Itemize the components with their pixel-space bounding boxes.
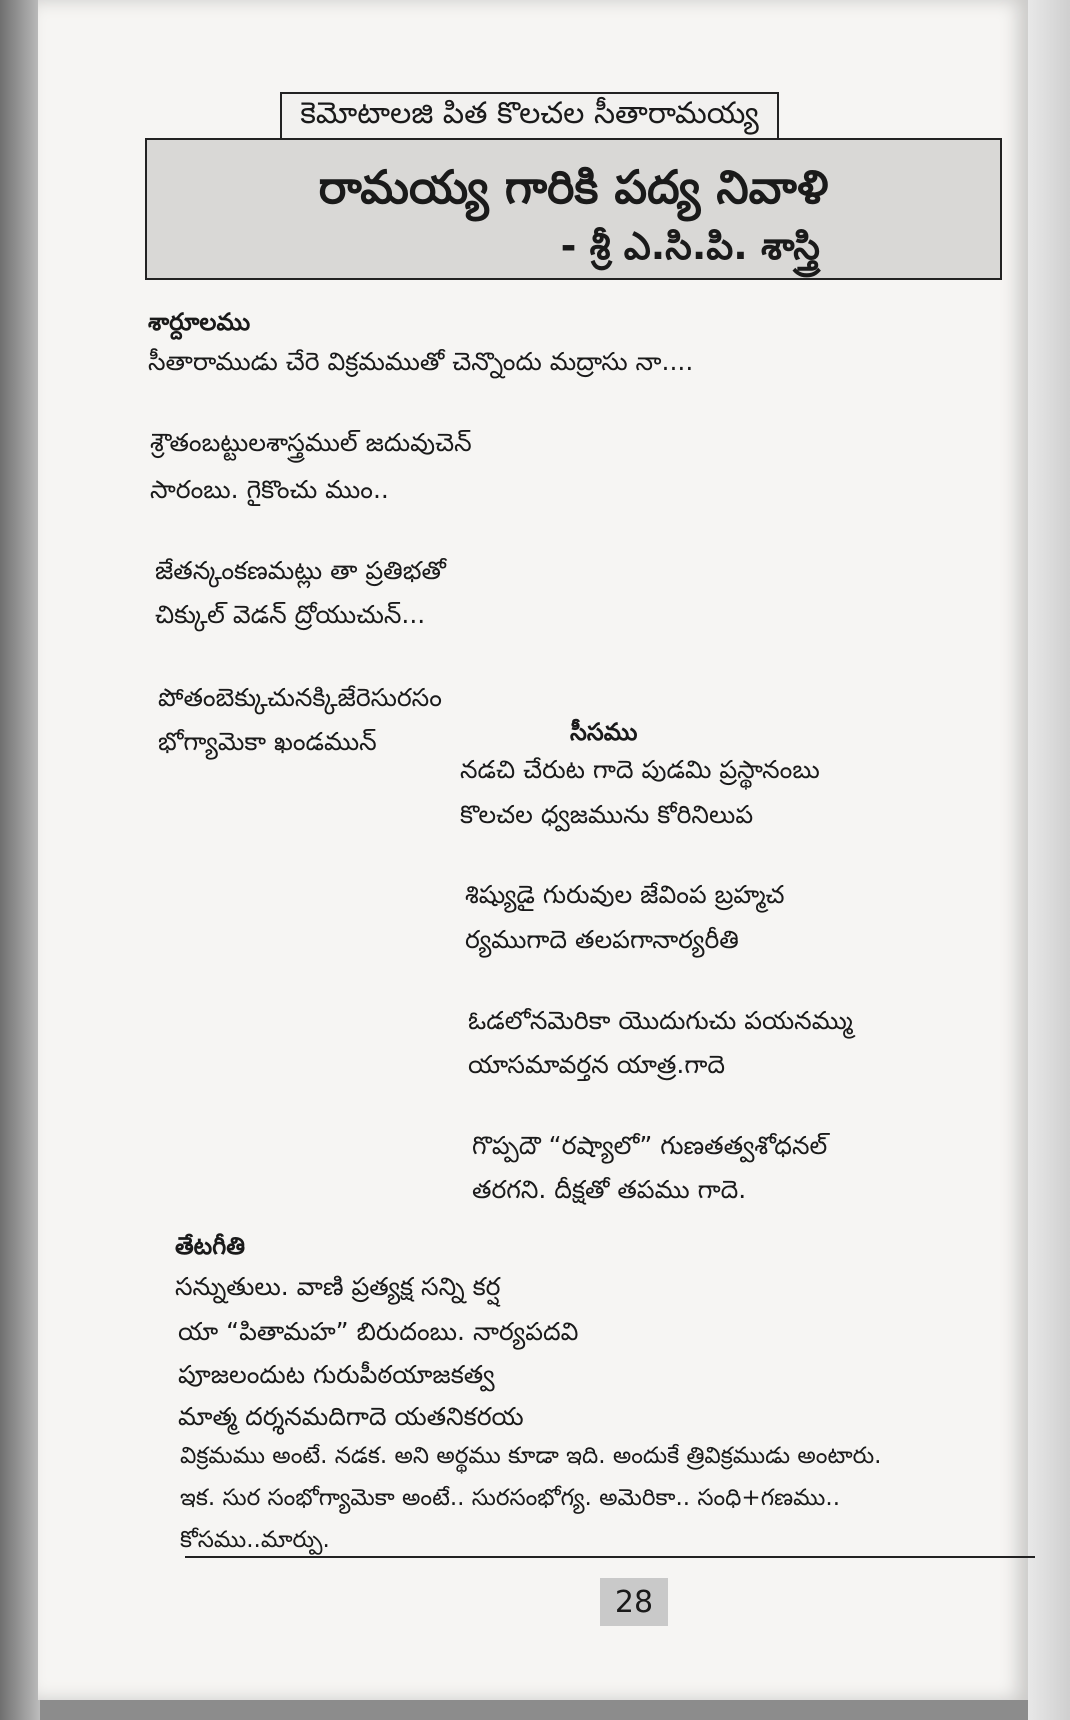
title-banner <box>145 138 1002 280</box>
note-line: విక్రమము అంటే. నడక. అని అర్థము కూడా ఇది. అందుకే త్రివిక్రముడు అంటారు. <box>180 1443 882 1469</box>
verse-line: సీతారాముడు చేరె విక్రమముతో చెన్నొందు మద్రాసు నా.... <box>148 347 694 376</box>
book-gutter <box>0 0 40 1720</box>
verse-line: పూజలందుట గురుపీఠయాజకత్వ <box>178 1360 495 1389</box>
next-page-edge <box>1028 0 1070 1720</box>
verse-line: జేతన్కంకణమట్లు తా ప్రతిభతో <box>155 556 446 585</box>
series-header-text: కెమోటాలజి పిత కొలచల సీతారామయ్య <box>300 96 759 131</box>
section-heading-tetageeti: తేటగీతి <box>175 1232 245 1260</box>
footer-rule <box>185 1556 1035 1558</box>
verse-line: యా “పితామహ” బిరుదంబు. నార్యపదవి <box>178 1317 579 1346</box>
poem-title: రామయ్య గారికి పద్య నివాళి <box>318 160 829 214</box>
verse-line: శ్రౌతంబట్టులశాస్త్రముల్ జదువుచెన్ <box>150 428 472 457</box>
page-number <box>600 1578 668 1626</box>
verse-line: ర్యముగాదె తలపగానార్యరీతి <box>465 925 739 954</box>
note-line: కోసము..మార్పు. <box>180 1527 330 1553</box>
page-number-text: 28 <box>614 1584 654 1620</box>
verse-line: నడచి చేరుట గాదె పుడమి ప్రస్థానంబు <box>460 755 820 784</box>
section-heading-seesam: సీసము <box>570 718 638 746</box>
verse-line: మాత్మ దర్శనమదిగాదె యతనికరయ <box>178 1402 524 1431</box>
section-heading-shardulam: శార్దూలము <box>148 308 251 336</box>
verse-line: యాసమావర్తన యాత్ర.గాదె <box>468 1050 725 1079</box>
series-header <box>280 92 779 142</box>
verse-line: కొలచల ధ్వజమును కోరినిలుప <box>460 800 754 829</box>
verse-line: సన్నుతులు. వాణి ప్రత్యక్ష సన్ని కర్ష <box>175 1272 501 1301</box>
note-line: ఇక. సుర సంభోగ్యామెకా అంటే.. సురసంభోగ్య. అమెరికా.. సంధి+గణము.. <box>180 1485 841 1511</box>
verse-line: శిష్యుడై గురువుల జేవింప బ్రహ్మచ <box>465 880 785 909</box>
verse-line: భోగ్యామెకా ఖండమున్ <box>158 727 377 756</box>
verse-line: సారంబు. గైకొంచు ముం.. <box>150 475 389 504</box>
verse-line: పోతంబెక్కుచునక్కిజేరెసురసం <box>158 683 442 712</box>
verse-line: చిక్కుల్ వెడన్ ద్రోయుచున్... <box>155 600 426 629</box>
verse-line: తరగని. దీక్షతో తపము గాదె. <box>472 1175 747 1204</box>
poem-author: - శ్రీ ఎ.సి.పి. శాస్త్రి <box>560 224 820 268</box>
verse-line: గొప్పదౌ “రష్యాలో” గుణతత్వశోధనల్ <box>472 1131 828 1160</box>
verse-line: ఓడలోనమెరికా యొదుగుచు పయనమ్ము <box>468 1006 853 1035</box>
